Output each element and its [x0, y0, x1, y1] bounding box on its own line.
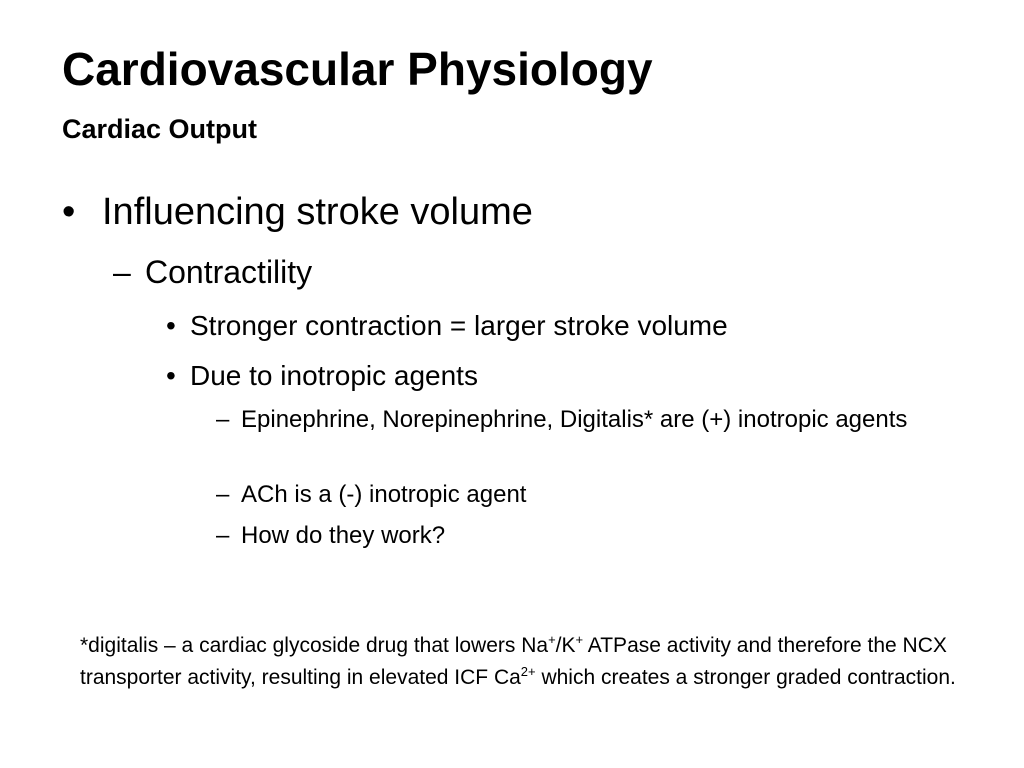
bullet-level3 [166, 309, 728, 343]
bullet-level2 [113, 253, 312, 291]
bullet-text: How do they work? [241, 522, 446, 549]
footnote [80, 630, 960, 693]
bullet-marker: • [166, 310, 176, 341]
slide-title: Cardiovascular Physiology [62, 43, 653, 95]
footnote-superscript: + [548, 632, 556, 647]
footnote-text: *digitalis – a cardiac glycoside drug that lowers Na [80, 634, 549, 657]
bullet-text: Contractility [145, 254, 313, 290]
dash-marker: – [216, 522, 230, 549]
bullet-level4 [216, 519, 951, 553]
footnote-text: ATPase activity and therefore the NCX transporter activity, resulting in elevated ICF Ca [80, 634, 947, 689]
footnote-text: /K [555, 634, 576, 657]
bullet-text: ACh is a (-) inotropic agent [241, 481, 527, 508]
bullet-text: Influencing stroke volume [102, 191, 533, 233]
bullet-marker: • [62, 191, 76, 233]
bullet-text: Due to inotropic agents [190, 360, 478, 391]
footnote-text: which creates a stronger graded contraction. [535, 665, 956, 689]
bullet-level4 [216, 478, 951, 512]
bullet-level3 [166, 359, 478, 393]
bullet-marker: • [166, 360, 176, 391]
bullet-level4 [216, 403, 951, 437]
dash-marker: – [216, 481, 230, 508]
footnote-superscript: 2+ [520, 663, 536, 679]
bullet-text: Epinephrine, Norepinephrine, Digitalis* are (+) inotropic agents [241, 406, 908, 433]
bullet-text: Stronger contraction = larger stroke volume [190, 310, 728, 341]
dash-marker: – [216, 406, 230, 433]
dash-marker: – [113, 254, 131, 290]
slide-subtitle: Cardiac Output [62, 114, 258, 144]
footnote-superscript: + [575, 632, 584, 647]
bullet-level1 [62, 190, 533, 236]
